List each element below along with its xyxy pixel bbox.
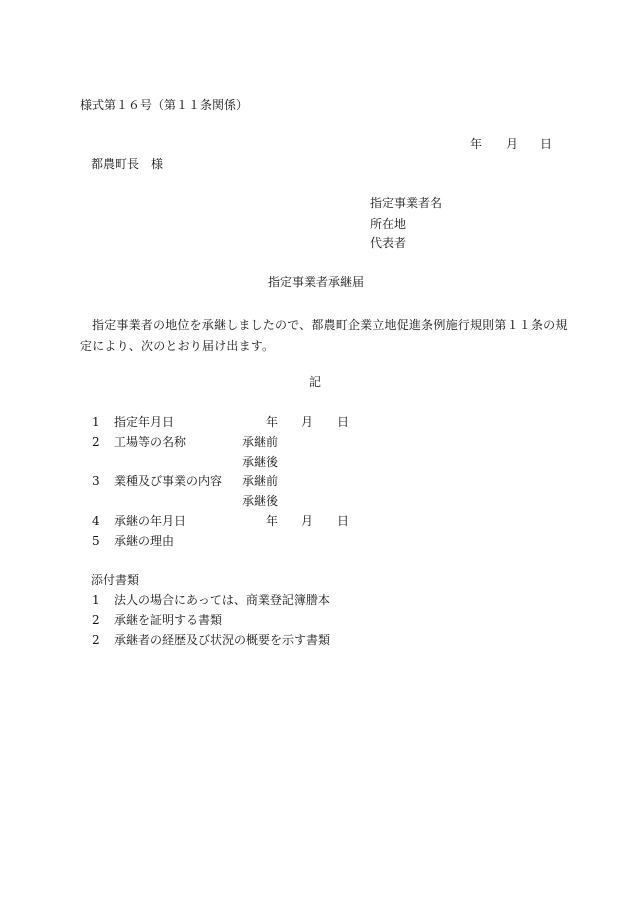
attachment-number: 2	[92, 633, 100, 647]
item-label: 工場等の名称	[114, 435, 187, 449]
form-number: 様式第１６号（第１１条関係）	[80, 98, 249, 112]
item-number: 1	[92, 415, 100, 429]
date-day-label: 日	[540, 137, 553, 151]
record-label: 記	[309, 375, 322, 389]
applicant-name-label: 指定事業者名	[370, 196, 443, 210]
item-label: 指定年月日	[114, 415, 175, 429]
item-number: 5	[92, 534, 100, 548]
item-number: 4	[92, 514, 100, 528]
body-paragraph: 指定事業者の地位を承継しましたので、都農町企業立地促進条例施行規則第１１条の規定により、次のとおり届け出ます。	[80, 318, 568, 353]
document-title: 指定事業者承継届	[268, 275, 365, 289]
item-label: 業種及び事業の内容	[114, 474, 223, 488]
item-day-label: 日	[337, 514, 350, 528]
item-before-label: 承継前	[242, 435, 279, 449]
item-month-label: 月	[301, 415, 314, 429]
item-month-label: 月	[301, 514, 314, 528]
item-year-label: 年	[266, 514, 279, 528]
item-after-label: 承継後	[242, 455, 279, 469]
date-year-label: 年	[470, 137, 483, 151]
item-label: 承継の理由	[114, 534, 175, 548]
attachment-text: 承継者の経歴及び状況の概要を示す書類	[114, 633, 331, 647]
attachments-heading: 添付書類	[91, 573, 140, 587]
item-before-label: 承継前	[242, 474, 279, 488]
applicant-representative-label: 代表者	[370, 236, 407, 250]
attachment-number: 1	[92, 593, 100, 607]
item-number: 3	[92, 474, 100, 488]
item-year-label: 年	[266, 415, 279, 429]
applicant-address-label: 所在地	[370, 217, 407, 231]
date-month-label: 月	[506, 137, 519, 151]
attachment-number: 2	[92, 613, 100, 627]
item-day-label: 日	[337, 415, 350, 429]
attachment-text: 法人の場合にあっては、商業登記簿謄本	[114, 593, 330, 607]
item-after-label: 承継後	[242, 494, 279, 508]
item-number: 2	[92, 435, 100, 449]
attachment-text: 承継を証明する書類	[114, 613, 223, 627]
item-label: 承継の年月日	[114, 514, 187, 528]
addressee: 都農町長 様	[91, 157, 164, 171]
